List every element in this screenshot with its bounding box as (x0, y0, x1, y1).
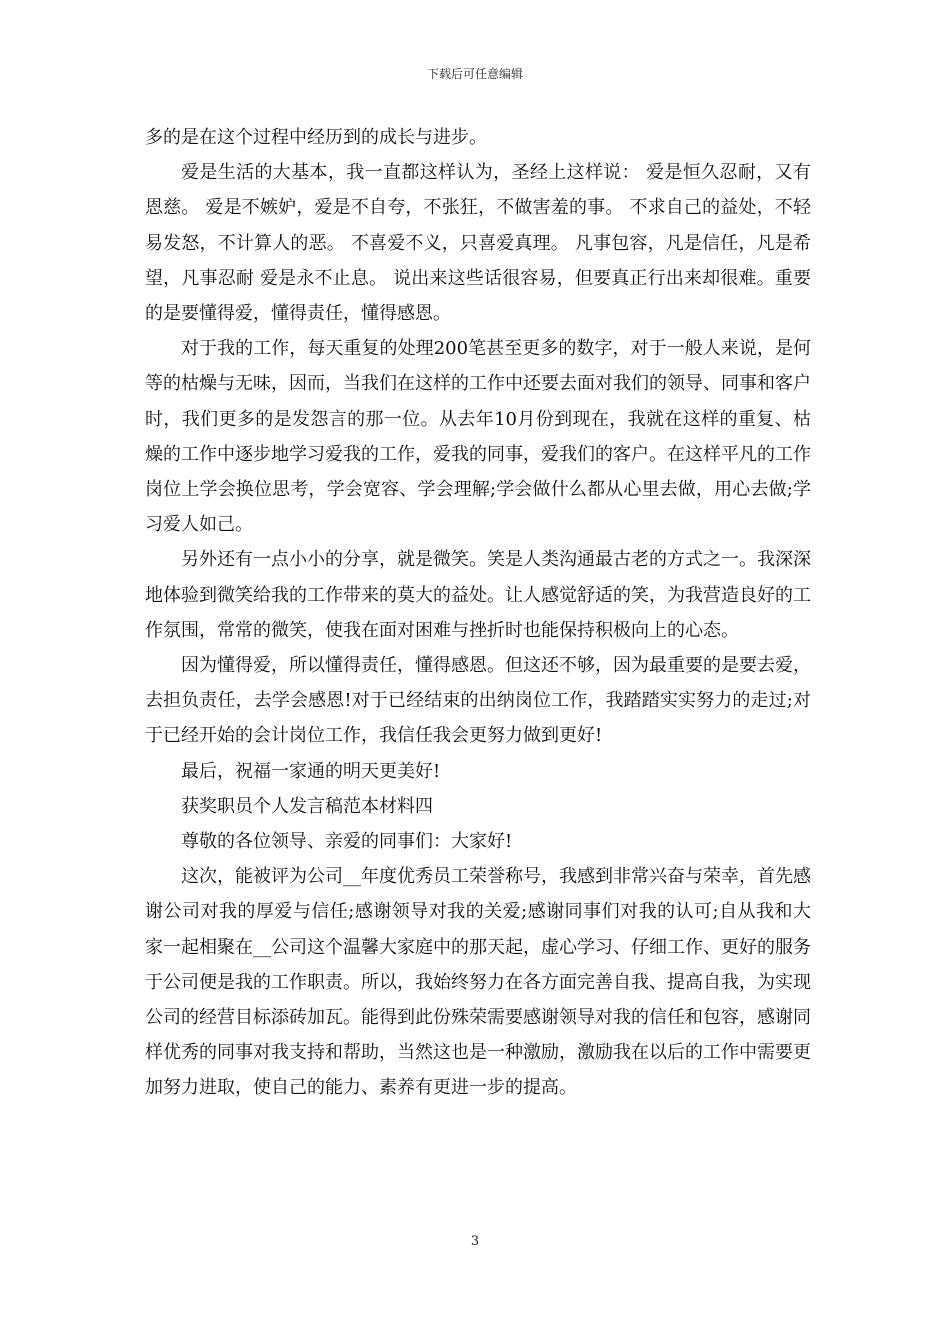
paragraph-6: 最后，祝福一家通的明天更美好! (181, 760, 441, 782)
paragraph-1: 多的是在这个过程中经历到的成长与进步。 (145, 127, 487, 148)
page-number: 3 (470, 1234, 480, 1249)
paragraph-9: 这次，能被评为公司__年度优秀员工荣誉称号，我感到非常兴奋与荣幸，首先感谢公司对我的厚爱与信任;感谢领导对我的关爱;感谢同事们对我的认可;自从我和大家一起相聚在__公司这个温馨大家庭中的那天起，虚心学习、仔细工作、更好的服务于公司便是我的工作职责。所以，我始终努力在各方面完善自我、提高自我，为实现公司的经营目标添砖加瓦。能得到此份殊荣需要感谢领导对我的信任和包容，感谢同样优秀的同事对我支持和帮助，当然这也是一种激励，激励我在以后的工作中需要更加努力进取，使自己的能力、素养有更进一步的提高。 (145, 866, 811, 1099)
paragraph-2: 爱是生活的大基本，我一直都这样认为，圣经上这样说： 爱是恒久忍耐，又有恩慈。 爱是不嫉妒，爱是不自夸，不张狂，不做害羞的事。 不求自己的益处，不轻易发怒，不计算人的恶。 不喜爱不义，只喜爱真理。 凡事包容，凡是信任，凡是希望，凡事忍耐 爱是永不止息。 说出来这些话很容易，但要真正行出来却很难。重要的是要懂得爱，懂得责任，懂得感恩。 (145, 162, 811, 325)
salutation: 尊敬的各位领导、亲爱的同事们：大家好! (181, 831, 513, 853)
paragraph-4: 另外还有一点小小的分享，就是微笑。笑是人类沟通最古老的方式之一。我深深地体验到微笑给我的工作带来的莫大的益处。让人感觉舒适的笑，为我营造良好的工作氛围，常常的微笑，使我在面对困难与挫折时也能保持积极向上的心态。 (145, 549, 811, 641)
paragraph-5: 因为懂得爱，所以懂得责任，懂得感恩。但这还不够，因为最重要的是要去爱，去担负责任，去学会感恩!对于已经结束的出纳岗位工作，我踏踏实实努力的走过;对于已经开始的会计岗位工作，我信任我会更努力做到更好! (145, 655, 811, 747)
section-title: 获奖职员个人发言稿范本材料四 (181, 795, 433, 817)
page-header: 下载后可任意编辑 (426, 67, 523, 81)
paragraph-3: 对于我的工作，每天重复的处理200笔甚至更多的数字，对于一般人来说，是何等的枯燥与无味，因而，当我们在这样的工作中还要去面对我们的领导、同事和客户时，我们更多的是发怨言的那一位。从去年10月份到现在，我就在这样的重复、枯燥的工作中逐步地学习爱我的工作，爱我的同事，爱我们的客户。在这样平凡的工作岗位上学会换位思考，学会宽容、学会理解;学会做什么都从心里去做，用心去做;学习爱人如己。 (145, 338, 811, 536)
document-body (145, 120, 811, 1106)
